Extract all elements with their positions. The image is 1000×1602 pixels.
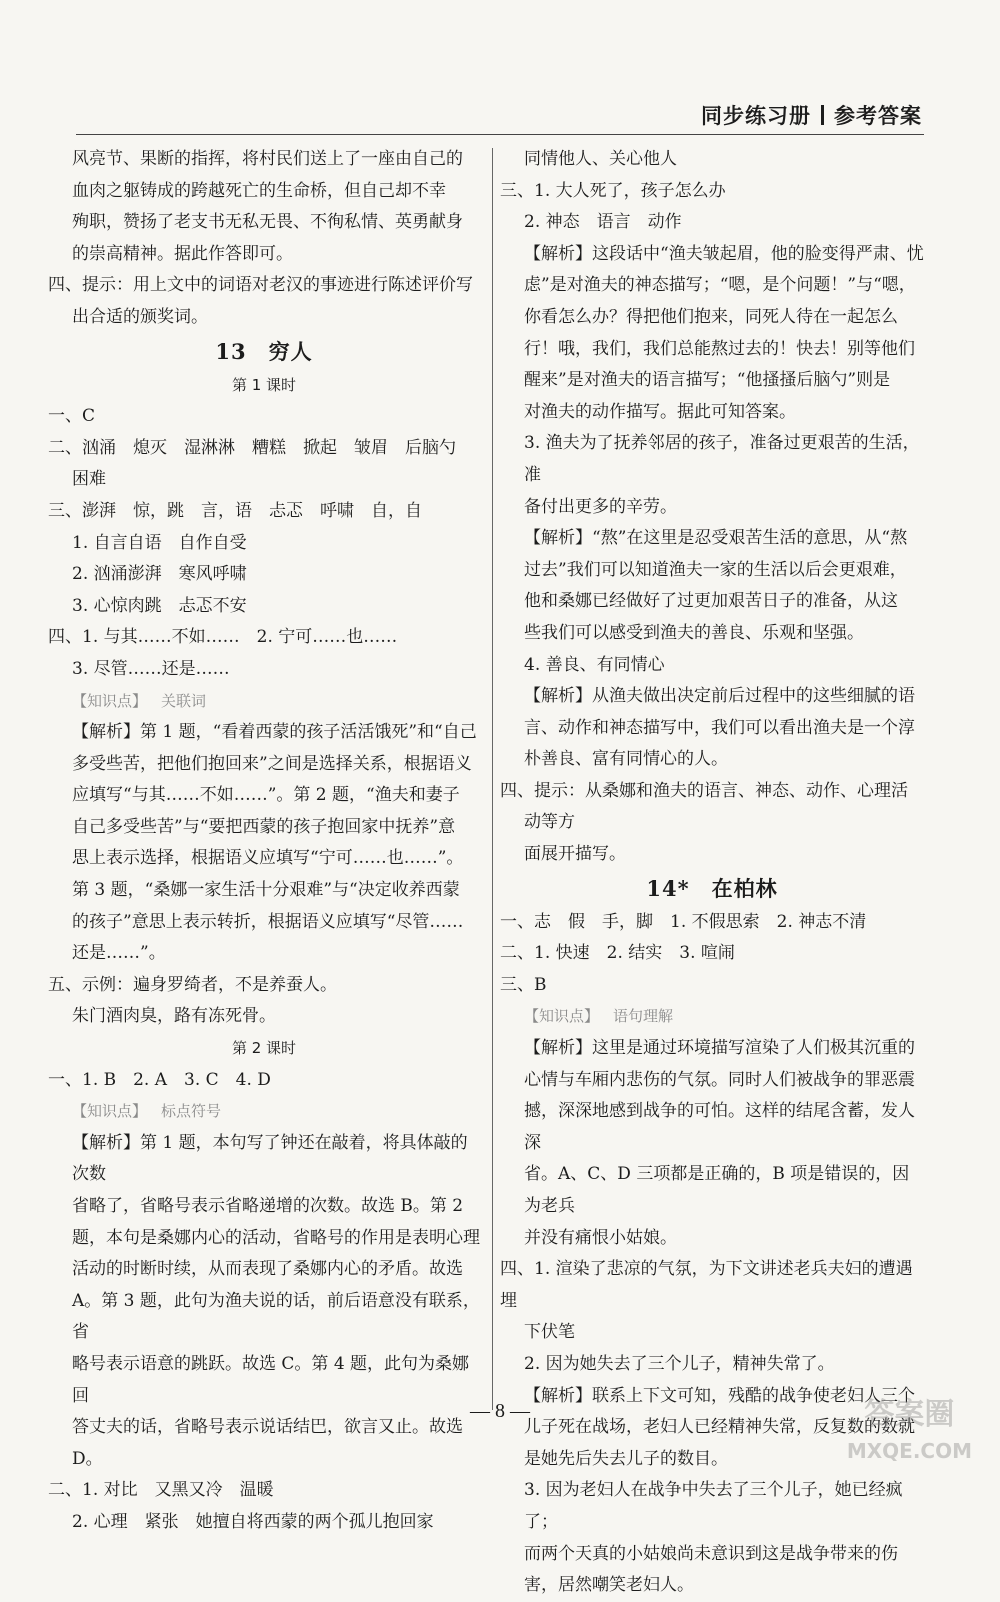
knowledge-tag: 【知识点】 [524, 1007, 600, 1026]
answer-line: 【解析】从渔夫做出决定前后过程中的这些细腻的语 [524, 686, 915, 707]
answer-line: 二、汹涌 熄灭 湿淋淋 糟糕 掀起 皱眉 后脑勺 [48, 437, 456, 458]
knowledge-topic: 语句理解 [613, 1007, 674, 1026]
answer-line: 2. 神态 语言 动作 [524, 212, 682, 233]
knowledge-point [48, 1096, 480, 1128]
knowledge-point [48, 686, 480, 718]
knowledge-topic: 标点符号 [161, 1102, 222, 1121]
answer-line: 血肉之躯铸成的跨越死亡的生命桥，但自己却不幸 [72, 180, 446, 201]
answer-line: 些我们可以感受到渔夫的善良、乐观和坚强。 [524, 622, 864, 643]
lesson-title: 14* 在柏林 [646, 875, 778, 901]
answer-line: 活动的时断时续，从而表现了桑娜内心的矛盾。故选 [72, 1259, 463, 1280]
answer-line: 3. 因为老妇人在战争中失去了三个儿子，她已经疯了； [524, 1480, 903, 1532]
answer-line: 虑”是对渔夫的神态描写；“嗯，是个问题！”与“嗯， [524, 275, 916, 296]
lesson-title: 13 穷人 [215, 338, 313, 364]
answer-line: 困难 [72, 469, 106, 490]
answer-line: 略号表示语意的跳跃。故选 C。第 4 题，此句为桑娜回 [72, 1353, 470, 1406]
answer-line: 四、1. 渲染了悲凉的气氛，为下文讲述老兵夫妇的遭遇埋 [500, 1259, 913, 1311]
answer-line: 下伏笔 [524, 1322, 575, 1343]
answer-line: 朱门酒肉臭，路有冻死骨。 [72, 1006, 276, 1027]
page-header [701, 100, 922, 130]
answer-line: 3. 尽管……还是…… [72, 658, 230, 679]
knowledge-tag: 【知识点】 [72, 691, 148, 710]
watermark-line1: 答案圈 [864, 1397, 955, 1432]
answer-line: 【解析】第 1 题，本句写了钟还在敲着，将具体敲的次数 [72, 1132, 468, 1185]
answer-line: 四、1. 与其……不如…… 2. 宁可……也…… [48, 627, 398, 648]
answer-line: 的崇高精神。据此作答即可。 [72, 243, 293, 264]
left-column [48, 144, 480, 1539]
answer-line: 三、澎湃 惊，跳 言，语 忐忑 呼啸 自，自 [48, 500, 422, 521]
answer-line: 2. 因为她失去了三个儿子，精神失常了。 [524, 1353, 835, 1374]
answer-line: 答丈夫的话，省略号表示说话结巴，欲言又止。故选 D。 [72, 1417, 463, 1469]
answer-line: 一、C [48, 406, 96, 427]
answer-line: 【解析】联系上下文可知，残酷的战争使老妇人三个 [524, 1385, 915, 1406]
answer-line: 3. 心惊肉跳 忐忑不安 [72, 595, 247, 616]
section-title: 参考答案 [834, 104, 922, 128]
answer-line: 4. 善良、有同情心 [524, 654, 665, 675]
answer-line: 过去”我们可以知道渔夫一家的生活以后会更艰难， [524, 559, 907, 580]
answer-line: 3. 渔夫为了抚养邻居的孩子，准备过更艰苦的生活，准 [524, 433, 920, 485]
answer-line: 出合适的颁奖词。 [72, 306, 208, 327]
knowledge-tag: 【知识点】 [72, 1102, 148, 1121]
answer-line: 言、动作和神态描写中，我们可以看出渔夫是一个淳 [524, 717, 915, 738]
answer-line: 的孩子”意思上表示转折，根据语义应填写“尽管…… [72, 911, 464, 932]
answer-line: 一、志 假 手，脚 1. 不假思索 2. 神志不清 [500, 911, 867, 932]
answer-line: 自己多受些苦”与“要把西蒙的孩子抱回家中抚养”意 [72, 816, 456, 837]
book-title: 同步练习册 [701, 104, 811, 128]
answer-line: 四、提示：用上文中的词语对老汉的事迹进行陈述评价写 [48, 275, 473, 296]
page-number: — 8 — [470, 1400, 530, 1422]
knowledge-point [500, 1001, 924, 1033]
answer-line: 思上表示选择，根据语义应填写“宁可……也……”。 [72, 848, 464, 869]
answer-line: 备付出更多的辛劳。 [524, 496, 677, 517]
answer-line: 2. 汹涌澎湃 寒风呼啸 [72, 564, 247, 585]
answer-line: 是她先后失去儿子的数目。 [524, 1448, 728, 1469]
answer-line: 二、1. 快速 2. 结实 3. 喧闹 [500, 943, 735, 964]
answer-line: 还是……”。 [72, 943, 166, 964]
answer-line: 心情与车厢内悲伤的气氛。同时人们被战争的罪恶震 [524, 1069, 915, 1090]
answer-line: 五、示例：遍身罗绮者，不是养蚕人。 [48, 974, 337, 995]
column-divider [492, 148, 493, 1410]
answer-line: 三、1. 大人死了，孩子怎么办 [500, 180, 726, 201]
answer-line: 你看怎么办？得把他们抱来，同死人待在一起怎么 [524, 306, 898, 327]
answer-line: 四、提示：从桑娜和渔夫的语言、神态、动作、心理活动等方 [500, 780, 908, 833]
answer-line: 【解析】这里是通过环境描写渲染了人们极其沉重的 [524, 1038, 915, 1059]
lesson-period: 第 1 课时 [231, 375, 297, 394]
answer-line: 【解析】“熬”在这里是忍受艰苦生活的意思，从“熬 [524, 528, 908, 549]
answer-line: 他和桑娜已经做好了过更加艰苦日子的准备，从这 [524, 591, 898, 612]
answer-line: 省略了，省略号表示省略递增的次数。故选 B。第 2 [72, 1196, 464, 1216]
right-column [500, 144, 924, 1602]
answer-line: 撼，深深地感到战争的可怕。这样的结尾含蓄，发人深 [524, 1101, 915, 1153]
answer-line: 省。A、C、D 三项都是正确的，B 项是错误的，因为老兵 [524, 1164, 910, 1216]
watermark-line2: MXQE.COM [846, 1439, 972, 1463]
answer-line: 同情他人、关心他人 [524, 149, 677, 169]
answer-line: 朴善良、富有同情心的人。 [524, 749, 728, 770]
answer-line: 对渔夫的动作描写。据此可知答案。 [524, 401, 796, 422]
answer-line: 二、1. 对比 又黑又冷 温暖 [48, 1480, 274, 1501]
answer-line: A。第 3 题，此句为渔夫说的话，前后语意没有联系，省 [72, 1290, 480, 1343]
lesson-period: 第 2 课时 [231, 1039, 297, 1058]
answer-line: 殉职，赞扬了老支书无私无畏、不徇私情、英勇献身 [72, 212, 463, 233]
answer-line: 1. 自言自语 自作自受 [72, 532, 247, 553]
answer-line: 题，本句是桑娜内心的活动，省略号的作用是表明心理 [72, 1227, 480, 1248]
answer-line: 多受些苦，把他们抱回来”之间是选择关系，根据语义 [72, 753, 472, 774]
answer-line: 应填写“与其……不如……”。第 2 题，“渔夫和妻子 [72, 785, 460, 806]
answer-line: 一、1. B 2. A 3. C 4. D [48, 1069, 271, 1090]
answer-line: 并没有痛恨小姑娘。 [524, 1227, 677, 1248]
answer-line: 醒来”是对渔夫的语言描写；“他搔搔后脑勺”则是 [524, 370, 891, 391]
answer-line: 行！哦，我们，我们总能熬过去的！快去！别等他们 [524, 338, 915, 359]
answer-line: 第 3 题，“桑娜一家生活十分艰难”与“决定收养西蒙 [72, 880, 460, 901]
knowledge-topic: 关联词 [161, 691, 207, 710]
answer-line: 2. 心理 紧张 她擅自将西蒙的两个孤儿抱回家 [72, 1511, 434, 1532]
answer-line: 面展开描写。 [524, 844, 626, 865]
answer-line: 而两个天真的小姑娘尚未意识到这是战争带来的伤 [524, 1543, 898, 1564]
watermark-logo [847, 1397, 972, 1469]
answer-line: 儿子死在战场，老妇人已经精神失常，反复数的数就 [524, 1417, 915, 1438]
answer-line: 【解析】第 1 题，“看着西蒙的孩子活活饿死”和“自己 [72, 722, 477, 743]
header-rule [76, 134, 924, 135]
answer-line: 风亮节、果断的指挥，将村民们送上了一座由自己的 [72, 149, 463, 169]
answer-line: 三、B [500, 974, 547, 995]
answer-line: 【解析】这段话中“渔夫皱起眉，他的脸变得严肃、忧 [524, 243, 924, 264]
answer-line: 害，居然嘲笑老妇人。 [524, 1575, 694, 1596]
header-divider [821, 105, 824, 125]
